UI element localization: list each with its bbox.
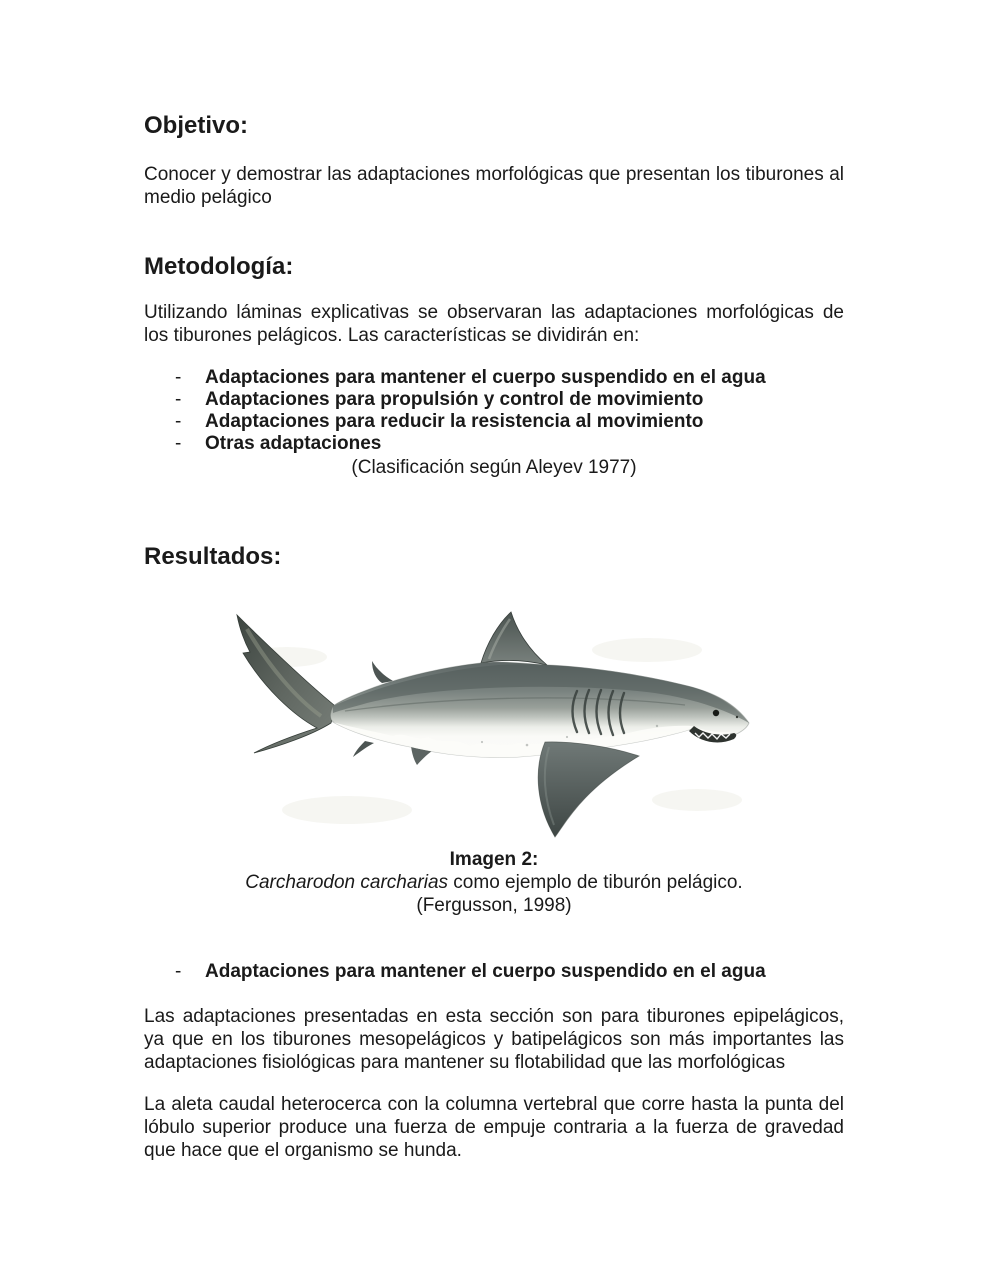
objetivo-paragraph: Conocer y demostrar las adaptaciones morfológicas que presentan los tiburones al medio pelágico [144,164,844,208]
bullet-dash: - [175,433,182,454]
adaptation-bullet-list [144,367,844,455]
bullet-item [175,367,844,389]
bullet-item [175,411,844,433]
bullet-label: Adaptaciones para mantener el cuerpo suspendido en el agua [205,367,766,388]
bullet-label: Otras adaptaciones [205,433,382,454]
bullet-dash: - [175,411,182,432]
bullet-dash: - [175,389,182,410]
bullet-label: Adaptaciones para reducir la resistencia al movimiento [205,411,704,432]
metodologia-heading: Metodología: [144,253,294,280]
bullet-item [175,433,844,455]
bullet-item [175,389,844,411]
shark-figure [227,595,762,917]
figure-caption [227,849,762,917]
classification-note: (Clasificación según Aleyev 1977) [351,457,637,478]
bullet-label: Adaptaciones para propulsión y control de movimiento [205,389,704,410]
shark-illustration [227,595,762,845]
bullet-label: Adaptaciones para mantener el cuerpo suspendido en el agua [205,961,766,982]
resultados-paragraph-1: Las adaptaciones presentadas en esta sección son para tiburones epipelágicos, ya que en los tiburones mesopelágicos y batipelágicos son más importantes las adaptaciones fisiológicas para mantener su flotabilidad que las morfológicas [144,1006,844,1073]
caption-title: Imagen 2: [449,849,539,870]
objetivo-heading: Objetivo: [144,112,249,139]
resultados-heading: Resultados: [144,543,282,570]
bullet-dash: - [175,367,182,388]
key-bullet-item [144,961,844,983]
resultados-paragraph-2: La aleta caudal heterocerca con la columna vertebral que corre hasta la punta del lóbulo superior produce una fuerza de empuje contraria a la fuerza de gravedad que hace que el organismo se hunda. [144,1094,844,1161]
bullet-dash: - [175,961,182,982]
metodologia-paragraph: Utilizando láminas explicativas se observaran las adaptaciones morfológicas de los tiburones pelágicos. Las características se dividirán en: [144,302,844,346]
caption-rest: como ejemplo de tiburón pelágico. (Fergusson, 1998) [416,872,743,916]
caption-text [227,871,762,917]
species-name: Carcharodon carcharias [245,872,449,893]
